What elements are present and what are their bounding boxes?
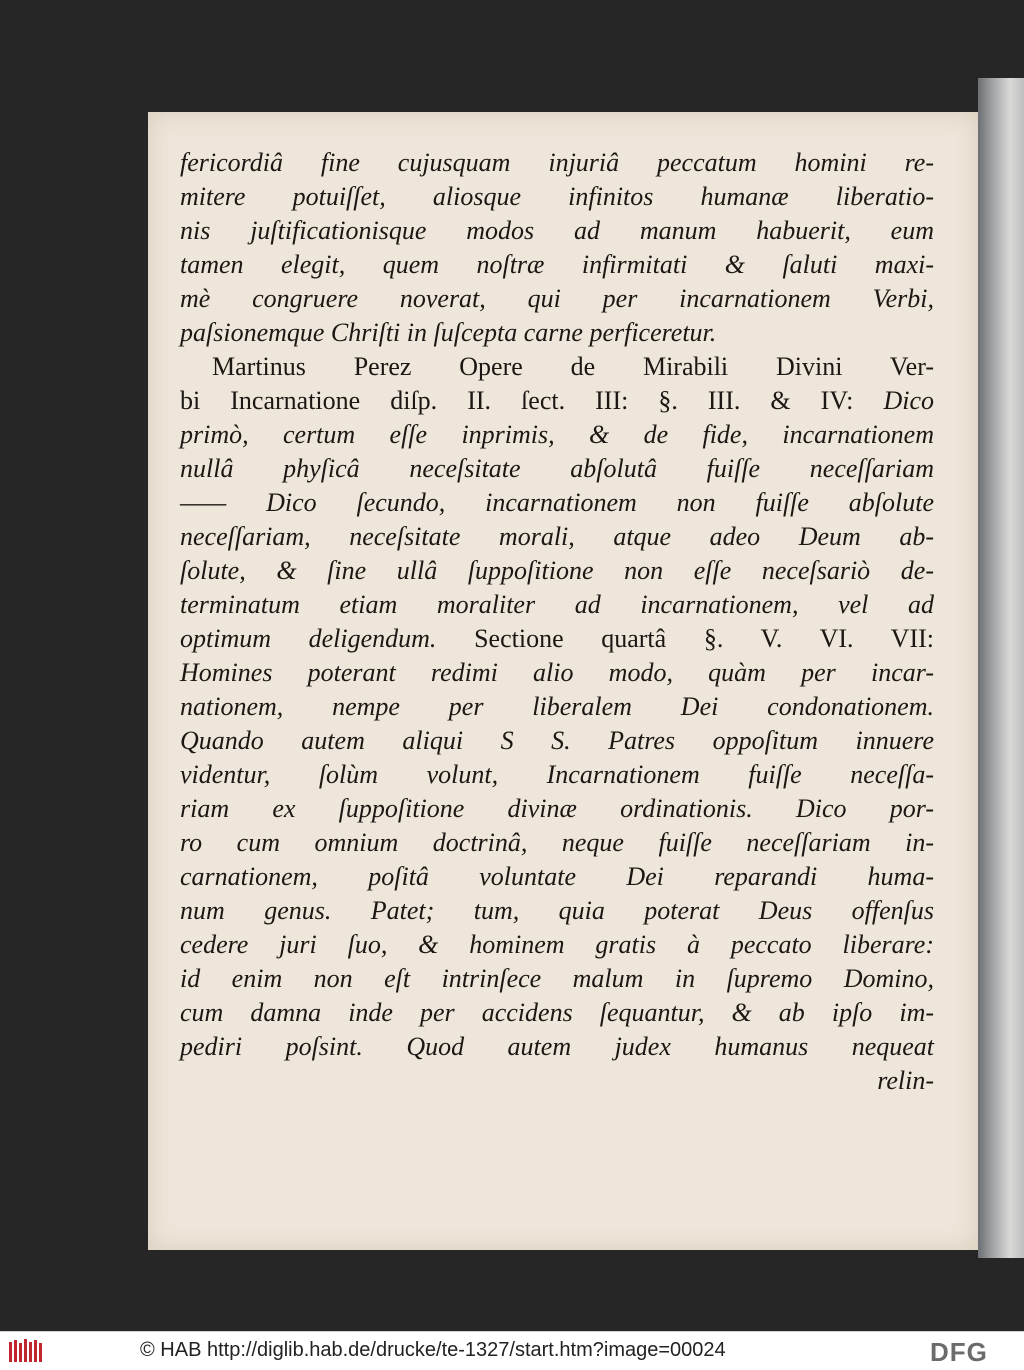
text-line: mitere potuiſſet, aliosque infinitos humanæ liberatio- xyxy=(180,182,934,211)
text-line: —— Dico ſecundo, incarnationem non fuiſſe abſolute xyxy=(180,488,934,517)
text-line: cum damna inde per accidens ſequantur, & ab ipſo im- xyxy=(180,998,934,1027)
text-line: neceſſariam, neceſsitate morali, atque adeo Deum ab- xyxy=(180,522,934,551)
text-italic: Dico xyxy=(883,386,934,415)
text-roman: bi Incarnatione diſp. II. ſect. III: §. III. & IV: xyxy=(180,386,884,415)
text-line: ſolute, & ſine ullâ ſuppoſitione non eſſe neceſsariò de- xyxy=(180,556,934,585)
page-text xyxy=(180,146,934,1098)
text-line: ro cum omnium doctrinâ, neque fuiſſe neceſſariam in- xyxy=(180,828,934,857)
text-line: pediri poſsint. Quod autem judex humanus nequeat xyxy=(180,1032,934,1061)
copyright-link[interactable]: © HAB http://diglib.hab.de/drucke/te-1327/start.htm?image=00024 xyxy=(140,1339,726,1361)
text-line: nis juſtificationisque modos ad manum habuerit, eum xyxy=(180,216,934,245)
text-line: Quando autem aliqui S S. Patres oppoſitum innuere xyxy=(180,726,934,755)
text-line: num genus. Patet; tum, quia poterat Deus offenſus xyxy=(180,896,934,925)
footer-bar xyxy=(0,1331,1024,1370)
text-line: primò, certum eſſe inprimis, & de fide, incarnationem xyxy=(180,420,934,449)
text-line: cedere juri ſuo, & hominem gratis à peccato liberare: xyxy=(180,930,934,959)
text-line: Homines poterant redimi alio modo, quàm per incar- xyxy=(180,658,934,687)
text-line: Martinus Perez Opere de Mirabili Divini Ver- xyxy=(212,352,934,381)
text-roman: Sectione quartâ §. V. VI. VII: xyxy=(474,624,934,653)
text-line: carnationem, poſitâ voluntate Dei reparandi huma- xyxy=(180,862,934,891)
text-line: id enim non eſt intrinſece malum in ſupremo Domino, xyxy=(180,964,934,993)
text-line xyxy=(180,622,934,656)
text-line: tamen elegit, quem noſtræ infirmitati & ſaluti maxi- xyxy=(180,250,934,279)
text-line: nationem, nempe per liberalem Dei condonationem. xyxy=(180,692,934,721)
text-italic: optimum deligendum. xyxy=(180,624,475,653)
text-line: videntur, ſolùm volunt, Incarnationem fuiſſe neceſſa- xyxy=(180,760,934,789)
text-line: paſsionemque Chriſti in ſuſcepta carne perficeretur. xyxy=(180,318,717,347)
text-line: riam ex ſuppoſitione divinæ ordinationis. Dico por- xyxy=(180,794,934,823)
catchword: relin- xyxy=(877,1066,934,1095)
text-line: terminatum etiam moraliter ad incarnationem, vel ad xyxy=(180,590,934,619)
book-edge xyxy=(978,78,1024,1258)
hab-logo-icon xyxy=(8,1338,44,1364)
text-line xyxy=(180,384,934,418)
text-line: mè congruere noverat, qui per incarnationem Verbi, xyxy=(180,284,934,313)
text-line: fericordiâ fine cujusquam injuriâ peccatum homini re- xyxy=(180,148,934,177)
text-line: nullâ phyſicâ neceſsitate abſolutâ fuiſſe neceſſariam xyxy=(180,454,934,483)
dfg-logo: DFG xyxy=(930,1337,988,1367)
